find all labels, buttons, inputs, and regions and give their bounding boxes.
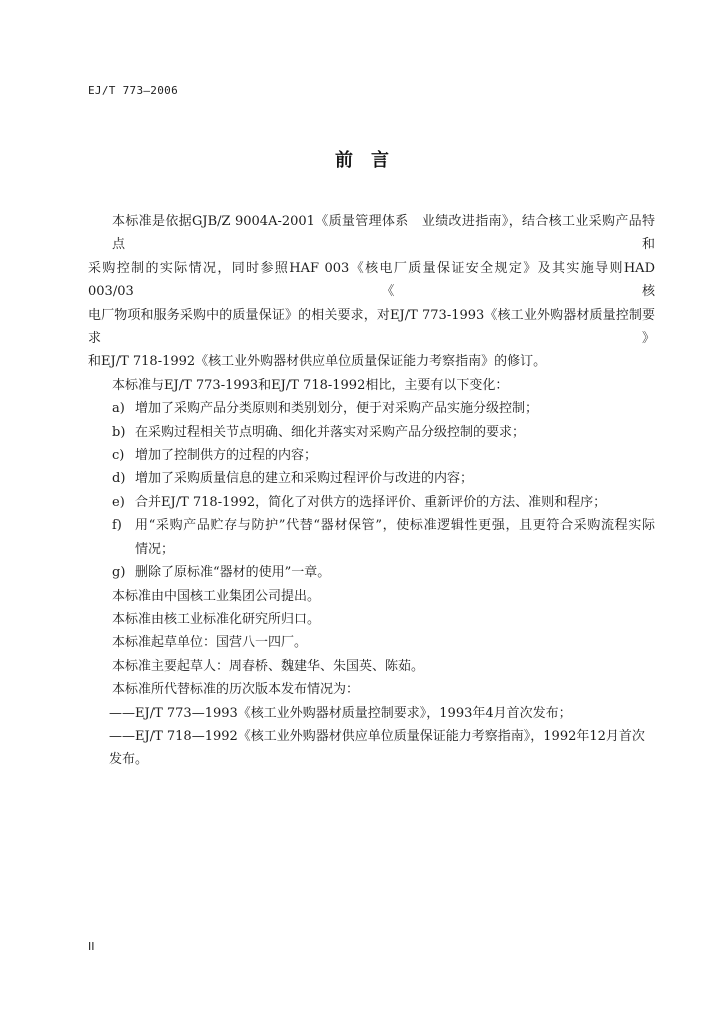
list-item [88,444,655,467]
intro-line: 和EJ/T 718-1992《核工业外购器材供应单位质量保证能力考察指南》的修订。 [88,354,547,370]
list-item-line: 增加了采购质量信息的建立和采购过程评价与改进的内容； [135,471,474,487]
list-item-text [135,397,655,420]
list-item-text [135,467,655,490]
intro-paragraph [88,210,655,374]
list-item-line: 用“采购产品贮存与防护”代替“器材保管”，使标准逻辑性更强，且更符合采购流程实际 [135,518,655,534]
history-entry: ——EJ/T 718—1992《核工业外购器材供应单位质量保证能力考察指南》，1992年12月首次发布。 [109,728,645,768]
list-item [88,467,655,490]
list-marker: f) [112,518,122,534]
list-item-text [135,561,655,584]
list-marker: e) [112,494,125,510]
list-item [88,421,655,444]
list-item-line: 删除了原标准“器材的使用”一章。 [135,565,331,581]
history-entry: ——EJ/T 773—1993《核工业外购器材质量控制要求》，1993年4月首次发布； [109,705,572,721]
list-item-line: 增加了控制供方的过程的内容； [135,448,318,464]
list-item-text [135,491,655,514]
list-item-text [135,421,655,444]
foreword-body [88,210,655,772]
page-title: 前 言 [335,150,389,171]
list-item-line: 情况； [135,541,175,557]
list-item [88,397,655,420]
standard-code-header: EJ/T 773—2006 [88,84,178,97]
page-number: II [88,940,95,953]
list-marker: b) [112,424,126,440]
list-item-line: 增加了采购产品分类原则和类别划分，便于对采购产品实施分级控制； [135,401,539,417]
list-item-text [135,514,655,561]
list-item [88,514,655,561]
list-marker: a) [112,401,125,417]
list-item [88,491,655,514]
intro-line: 采购控制的实际情况，同时参照HAF 003《核电厂质量保证安全规定》及其实施导则HAD 003/03《核 [88,260,655,300]
changes-list [88,397,655,584]
changes-intro: 本标准与EJ/T 773-1993和EJ/T 718-1992相比，主要有以下变化： [112,377,509,393]
version-history [88,702,655,772]
intro-line: 本标准是依据GJB/Z 9004A-2001《质量管理体系 业绩改进指南》，结合核工业采购产品特点和 [112,214,655,253]
list-marker: d) [112,471,126,487]
list-marker: g) [112,565,126,581]
list-item-line: 合并EJ/T 718-1992，简化了对供方的选择评价、重新评价的方法、准则和程序； [135,494,607,510]
responsible-statement: 本标准由核工业标准化研究所归口。 [112,611,321,627]
drafting-unit-statement: 本标准起草单位：国营八一四厂。 [112,635,308,651]
list-item-text [135,444,655,467]
intro-line: 电厂物项和服务采购中的质量保证》的相关要求，对EJ/T 773-1993《核工业外购器材质量控制要求》 [88,307,655,347]
statements [88,585,655,702]
history-intro-statement: 本标准所代替标准的历次版本发布情况为： [112,682,360,698]
list-item-line: 在采购过程相关节点明确、细化并落实对采购产品分级控制的要求； [135,424,526,440]
drafters-statement: 本标准主要起草人：周春桥、魏建华、朱国英、陈茹。 [112,658,425,674]
proposer-statement: 本标准由中国核工业集团公司提出。 [112,588,321,604]
list-marker: c) [112,448,125,464]
list-item [88,561,655,584]
